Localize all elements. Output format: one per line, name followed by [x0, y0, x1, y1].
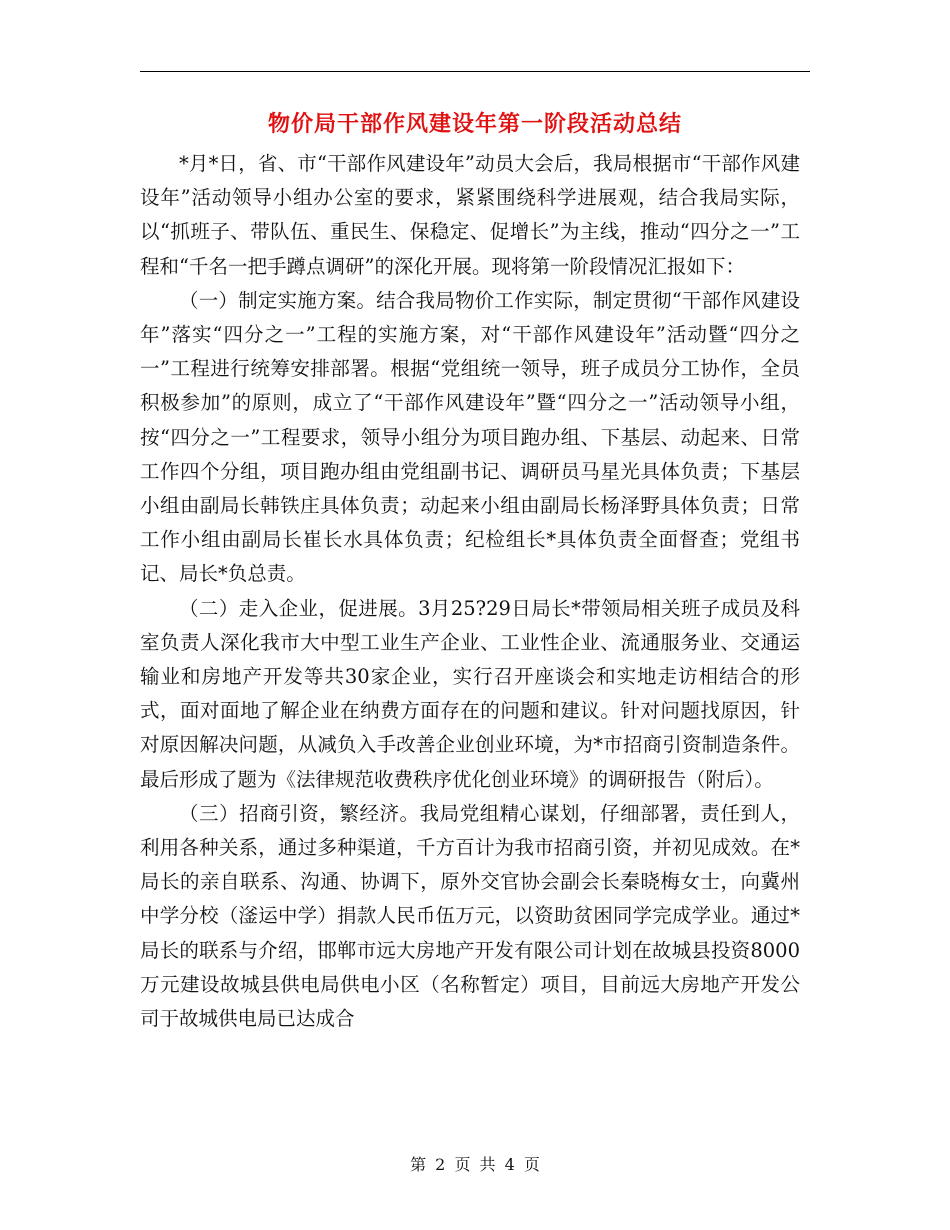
paragraph-section-2: （二）走入企业，促进展。3月25?29日局长*带领局相关班子成员及科室负责人深化我市大中型工业生产企业、工业性企业、流通服务业、交通运输业和房地产开发等共30家企业，实行召开座谈会和实地走访相结合的形式，面对面地了解企业在纳费方面存在的问题和建议。针对问题找原因，针对原因解决问题，从减负入手改善企业创业环境，为*市招商引资制造条件。最后形成了题为《法律规范收费秩序优化创业环境》的调研报告（附后）。 — [140, 596, 800, 791]
paragraph-section-1: （一）制定实施方案。结合我局物价工作实际，制定贯彻“干部作风建设年”落实“四分之一”工程的实施方案，对“干部作风建设年”活动暨“四分之一”工程进行统筹安排部署。根据“党组统一领导，班子成员分工协作，全员积极参加”的原则，成立了“干部作风建设年”暨“四分之一”活动领导小组，按“四分之一”工程要求，领导小组分为项目跑办组、下基层、动起来、日常工作四个分组，项目跑办组由党组副书记、调研员马星光具体负责；下基层小组由副局长韩铁庄具体负责；动起来小组由副局长杨泽野具体负责；日常工作小组由副局长崔长水具体负责；纪检组长*具体负责全面督查；党组书记、局长*负总责。 — [140, 288, 800, 586]
header-rule — [140, 71, 810, 72]
document-title: 物价局干部作风建设年第一阶段活动总结 — [267, 111, 682, 137]
page-number: 第 2 页 共 4 页 — [410, 1155, 540, 1174]
document-body — [140, 147, 800, 1036]
paragraph-section-3: （三）招商引资，繁经济。我局党组精心谋划，仔细部署，责任到人，利用各种关系，通过多种渠道，千方百计为我市招商引资，并初见成效。在*局长的亲自联系、沟通、协调下，原外交官协会副会长秦晓梅女士，向冀州中学分校（滏运中学）捐款人民币伍万元，以资助贫困同学完成学业。通过*局长的联系与介绍，邯郸市远大房地产开发有限公司计划在故城县投资8000万元建设故城县供电局供电小区（名称暂定）项目，目前远大房地产开发公司于故城供电局已达成合 — [140, 801, 800, 1031]
paragraph-intro: *月*日，省、市“干部作风建设年”动员大会后，我局根据市“干部作风建设年”活动领导小组办公室的要求，紧紧围绕科学进展观，结合我局实际，以“抓班子、带队伍、重民生、保稳定、促增长”为主线，推动“四分之一”工程和“千名一把手蹲点调研”的深化开展。现将第一阶段情况汇报如下： — [140, 152, 800, 278]
